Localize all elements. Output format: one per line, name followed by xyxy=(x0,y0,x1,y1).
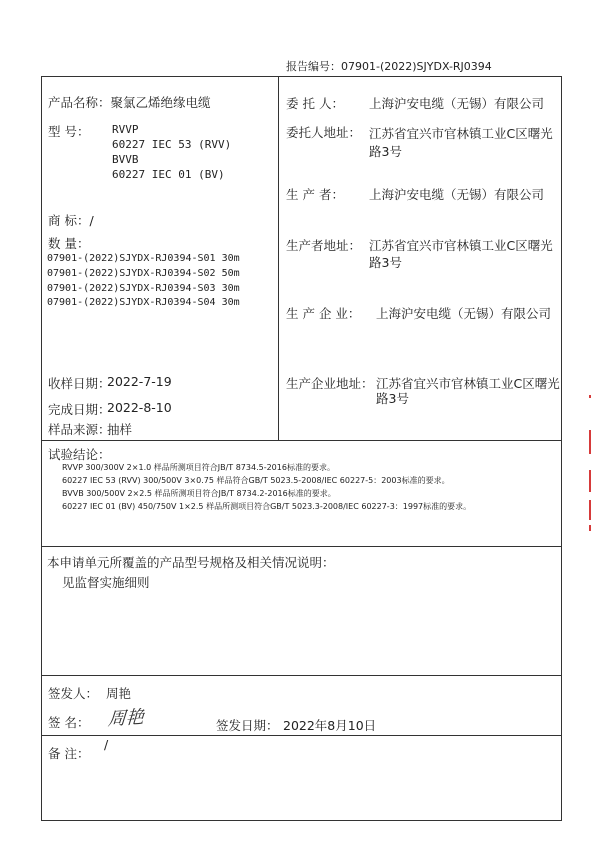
client-value: 上海沪安电缆（无锡）有限公司 xyxy=(369,96,545,111)
signature-label: 签 名： xyxy=(48,715,90,730)
divider-scope xyxy=(41,546,562,547)
sample-source-label: 样品来源： xyxy=(48,422,111,437)
remark-value: / xyxy=(104,737,109,752)
client-address-line1: 江苏省宜兴市官林镇工业C区曙光 xyxy=(369,126,553,141)
handwritten-signature: 周艳 xyxy=(107,706,145,731)
scope-title: 本申请单元所覆盖的产品型号规格及相关情况说明： xyxy=(47,555,335,570)
quantity-label: 数 量： xyxy=(48,236,90,251)
client-address-line2: 路3号 xyxy=(369,144,402,159)
model-4: 60227 IEC 01 (BV) xyxy=(112,168,225,181)
quantity-3: 07901-(2022)SJYDX-RJ0394-S03 30m xyxy=(47,283,240,294)
model-3: BVVB xyxy=(112,153,139,166)
producer-address-line1: 江苏省宜兴市官林镇工业C区曙光 xyxy=(369,238,553,253)
model-1: RVVP xyxy=(112,123,139,136)
producer-address-label: 生产者地址： xyxy=(286,238,362,253)
scope-text: 见监督实施细则 xyxy=(62,575,150,590)
seal-edge-mark xyxy=(589,430,591,454)
issuer-value: 周艳 xyxy=(106,686,132,701)
enterprise-address-line1: 江苏省宜兴市官林镇工业C区曙光 xyxy=(376,376,560,391)
conclusion-line-2: 60227 IEC 53 (RVV) 300/500V 3×0.75 样品符合GB/T 5023.5-2008/IEC 60227-5：2003标准的要求。 xyxy=(62,476,450,485)
report-number: 报告编号：07901-(2022)SJYDX-RJ0394 xyxy=(286,60,492,73)
enterprise-label: 生 产 企 业： xyxy=(286,306,361,321)
divider-conclusion xyxy=(41,440,562,441)
enterprise-address-label: 生产企业地址： xyxy=(286,376,374,391)
producer-value: 上海沪安电缆（无锡）有限公司 xyxy=(369,187,545,202)
conclusion-line-4: 60227 IEC 01 (BV) 450/750V 1×2.5 样品所测项目符合GB/T 5023.3-2008/IEC 60227-3：1997标准的要求。 xyxy=(62,502,472,511)
divider-sign xyxy=(41,675,562,676)
remark-label: 备 注： xyxy=(48,746,90,761)
seal-edge-mark xyxy=(589,470,591,492)
conclusion-line-3: BVVB 300/500V 2×2.5 样品所测项目符合JB/T 8734.2-2016标准的要求。 xyxy=(62,489,336,498)
table-top-border xyxy=(41,76,562,77)
divider-remark xyxy=(41,735,562,736)
table-left-border xyxy=(41,76,42,821)
issue-date-value: 2022年8月10日 xyxy=(283,718,377,733)
finish-date-label: 完成日期： xyxy=(48,402,111,417)
quantity-2: 07901-(2022)SJYDX-RJ0394-S02 50m xyxy=(47,268,240,279)
finish-date-value: 2022-8-10 xyxy=(107,400,172,415)
model-2: 60227 IEC 53 (RVV) xyxy=(112,138,232,151)
model-label: 型 号： xyxy=(48,124,90,139)
receive-date-label: 收样日期： xyxy=(48,376,111,391)
seal-edge-mark xyxy=(589,395,591,398)
table-bottom-border xyxy=(41,820,562,821)
producer-label: 生 产 者： xyxy=(286,187,344,202)
conclusion-title: 试验结论： xyxy=(48,447,111,462)
client-address-label: 委托人地址： xyxy=(286,125,362,140)
product-name: 产品名称：聚氯乙烯绝缘电缆 xyxy=(48,95,211,110)
issuer-label: 签发人： xyxy=(48,686,99,701)
quantity-4: 07901-(2022)SJYDX-RJ0394-S04 30m xyxy=(47,297,240,308)
client-label: 委 托 人： xyxy=(286,96,344,111)
quantity-1: 07901-(2022)SJYDX-RJ0394-S01 30m xyxy=(47,253,240,264)
table-right-border xyxy=(561,76,562,821)
seal-edge-mark xyxy=(589,500,591,520)
conclusion-line-1: RVVP 300/300V 2×1.0 样品所测项目符合JB/T 8734.5-2016标准的要求。 xyxy=(62,463,335,472)
table-mid-divider xyxy=(278,76,279,440)
producer-address-line2: 路3号 xyxy=(369,255,402,270)
enterprise-address-line2: 路3号 xyxy=(376,391,409,406)
sample-source-value: 抽样 xyxy=(107,422,133,437)
receive-date-value: 2022-7-19 xyxy=(107,374,172,389)
brand: 商 标：/ xyxy=(48,213,94,228)
seal-edge-mark xyxy=(589,525,591,531)
issue-date-label: 签发日期： xyxy=(216,718,279,733)
enterprise-value: 上海沪安电缆（无锡）有限公司 xyxy=(376,306,552,321)
